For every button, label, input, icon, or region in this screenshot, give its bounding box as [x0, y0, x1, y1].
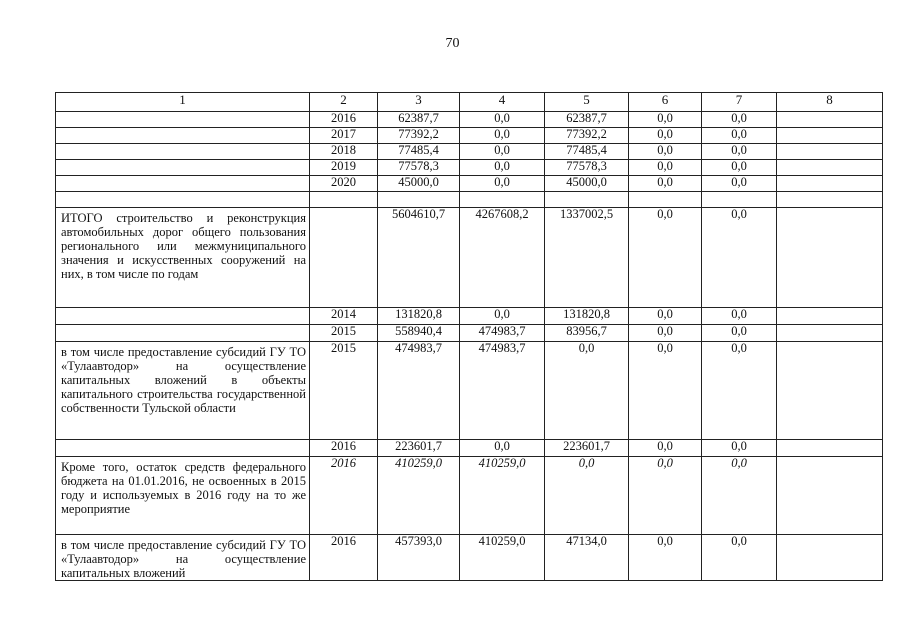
- year-cell: [310, 208, 378, 308]
- header-cell: 4: [460, 93, 545, 112]
- value-cell: 410259,0: [460, 457, 545, 535]
- header-cell: 5: [545, 93, 629, 112]
- value-cell: 0,0: [702, 535, 777, 581]
- value-cell: 0,0: [629, 457, 702, 535]
- value-cell: 77392,2: [545, 128, 629, 144]
- desc-cell: [56, 176, 310, 192]
- value-cell: 0,0: [702, 160, 777, 176]
- desc-cell: [56, 440, 310, 457]
- value-cell: 45000,0: [545, 176, 629, 192]
- year-cell: 2016: [310, 440, 378, 457]
- table-row: [56, 128, 883, 144]
- value-cell: 0,0: [460, 308, 545, 325]
- value-cell: 131820,8: [545, 308, 629, 325]
- table-row: [56, 440, 883, 457]
- value-cell: 0,0: [702, 128, 777, 144]
- header-cell: 7: [702, 93, 777, 112]
- value-cell: 0,0: [629, 144, 702, 160]
- desc-cell: [56, 112, 310, 128]
- value-cell: 0,0: [702, 440, 777, 457]
- value-cell: 0,0: [629, 308, 702, 325]
- value-cell: 474983,7: [378, 342, 460, 440]
- value-cell: 4267608,2: [460, 208, 545, 308]
- year-cell: 2015: [310, 342, 378, 440]
- value-cell: [777, 342, 883, 440]
- header-cell: 6: [629, 93, 702, 112]
- value-cell: 410259,0: [378, 457, 460, 535]
- year-cell: 2018: [310, 144, 378, 160]
- value-cell: 457393,0: [378, 535, 460, 581]
- table-row-federal: [56, 457, 883, 535]
- value-cell: 0,0: [629, 440, 702, 457]
- value-cell: 77578,3: [378, 160, 460, 176]
- value-cell: [777, 457, 883, 535]
- value-cell: 0,0: [460, 128, 545, 144]
- value-cell: [777, 144, 883, 160]
- value-cell: 0,0: [629, 325, 702, 342]
- value-cell: 0,0: [629, 342, 702, 440]
- value-cell: 0,0: [702, 144, 777, 160]
- value-cell: 0,0: [629, 128, 702, 144]
- value-cell: 131820,8: [378, 308, 460, 325]
- year-cell: 2015: [310, 325, 378, 342]
- value-cell: 47134,0: [545, 535, 629, 581]
- table-row-total: [56, 208, 883, 308]
- value-cell: [777, 176, 883, 192]
- value-cell: 0,0: [545, 457, 629, 535]
- value-cell: [777, 325, 883, 342]
- value-cell: 410259,0: [460, 535, 545, 581]
- value-cell: 0,0: [702, 112, 777, 128]
- value-cell: [777, 308, 883, 325]
- value-cell: [777, 208, 883, 308]
- value-cell: [777, 535, 883, 581]
- value-cell: 0,0: [629, 535, 702, 581]
- year-cell: 2016: [310, 457, 378, 535]
- page-number: 70: [445, 36, 460, 51]
- value-cell: 83956,7: [545, 325, 629, 342]
- value-cell: 62387,7: [545, 112, 629, 128]
- table-row-subsidy: [56, 342, 883, 440]
- year-cell: 2016: [310, 535, 378, 581]
- value-cell: [777, 160, 883, 176]
- value-cell: [777, 112, 883, 128]
- value-cell: 77485,4: [545, 144, 629, 160]
- header-cell: 1: [56, 93, 310, 112]
- desc-cell: [56, 128, 310, 144]
- value-cell: 0,0: [460, 112, 545, 128]
- value-cell: 0,0: [702, 176, 777, 192]
- header-cell: 8: [777, 93, 883, 112]
- table-row: [56, 308, 883, 325]
- value-cell: 77392,2: [378, 128, 460, 144]
- value-cell: 0,0: [460, 176, 545, 192]
- desc-cell: [56, 160, 310, 176]
- table-row: [56, 160, 883, 176]
- value-cell: 0,0: [460, 160, 545, 176]
- value-cell: 0,0: [629, 208, 702, 308]
- total-description: ИТОГО строительство и реконструкция автомобильных дорог общего пользования регионального или межмуниципального значения и искусственных сооружений на них, в том числе по годам: [56, 208, 310, 308]
- value-cell: 0,0: [702, 208, 777, 308]
- table-row: [56, 144, 883, 160]
- value-cell: 5604610,7: [378, 208, 460, 308]
- value-cell: 0,0: [702, 457, 777, 535]
- value-cell: 474983,7: [460, 325, 545, 342]
- table-row-subsidy-2: [56, 535, 883, 581]
- value-cell: [777, 440, 883, 457]
- header-cell: 3: [378, 93, 460, 112]
- desc-cell: [56, 325, 310, 342]
- subsidy2-description: в том числе предоставление субсидий ГУ ТО «Тулаавтодор» на осуществление капитальных вложений: [56, 535, 310, 581]
- value-cell: 0,0: [629, 176, 702, 192]
- desc-cell: [56, 144, 310, 160]
- value-cell: 1337002,5: [545, 208, 629, 308]
- year-cell: 2019: [310, 160, 378, 176]
- value-cell: 77578,3: [545, 160, 629, 176]
- value-cell: 62387,7: [378, 112, 460, 128]
- year-cell: 2020: [310, 176, 378, 192]
- value-cell: 0,0: [629, 112, 702, 128]
- value-cell: 0,0: [702, 342, 777, 440]
- table-row: [56, 112, 883, 128]
- value-cell: 0,0: [629, 160, 702, 176]
- empty-row: [56, 192, 883, 208]
- value-cell: 558940,4: [378, 325, 460, 342]
- federal-description: Кроме того, остаток средств федерального бюджета на 01.01.2016, не освоенных в 2015 году и используемых в 2016 году на то же мероприятие: [56, 457, 310, 535]
- value-cell: 0,0: [460, 440, 545, 457]
- value-cell: 0,0: [545, 342, 629, 440]
- value-cell: 474983,7: [460, 342, 545, 440]
- budget-table: [55, 92, 883, 581]
- table-row: [56, 325, 883, 342]
- desc-cell: [56, 308, 310, 325]
- year-cell: 2016: [310, 112, 378, 128]
- value-cell: 0,0: [702, 325, 777, 342]
- value-cell: 223601,7: [545, 440, 629, 457]
- value-cell: 45000,0: [378, 176, 460, 192]
- value-cell: [777, 128, 883, 144]
- value-cell: 0,0: [702, 308, 777, 325]
- year-cell: 2017: [310, 128, 378, 144]
- value-cell: 223601,7: [378, 440, 460, 457]
- year-cell: 2014: [310, 308, 378, 325]
- table-row: [56, 176, 883, 192]
- value-cell: 77485,4: [378, 144, 460, 160]
- header-cell: 2: [310, 93, 378, 112]
- table-header-row: [56, 93, 883, 112]
- subsidy-description: в том числе предоставление субсидий ГУ ТО «Тулаавтодор» на осуществление капитальных вложений в объекты капитального строительства государственной собственности Тульской области: [56, 342, 310, 440]
- value-cell: 0,0: [460, 144, 545, 160]
